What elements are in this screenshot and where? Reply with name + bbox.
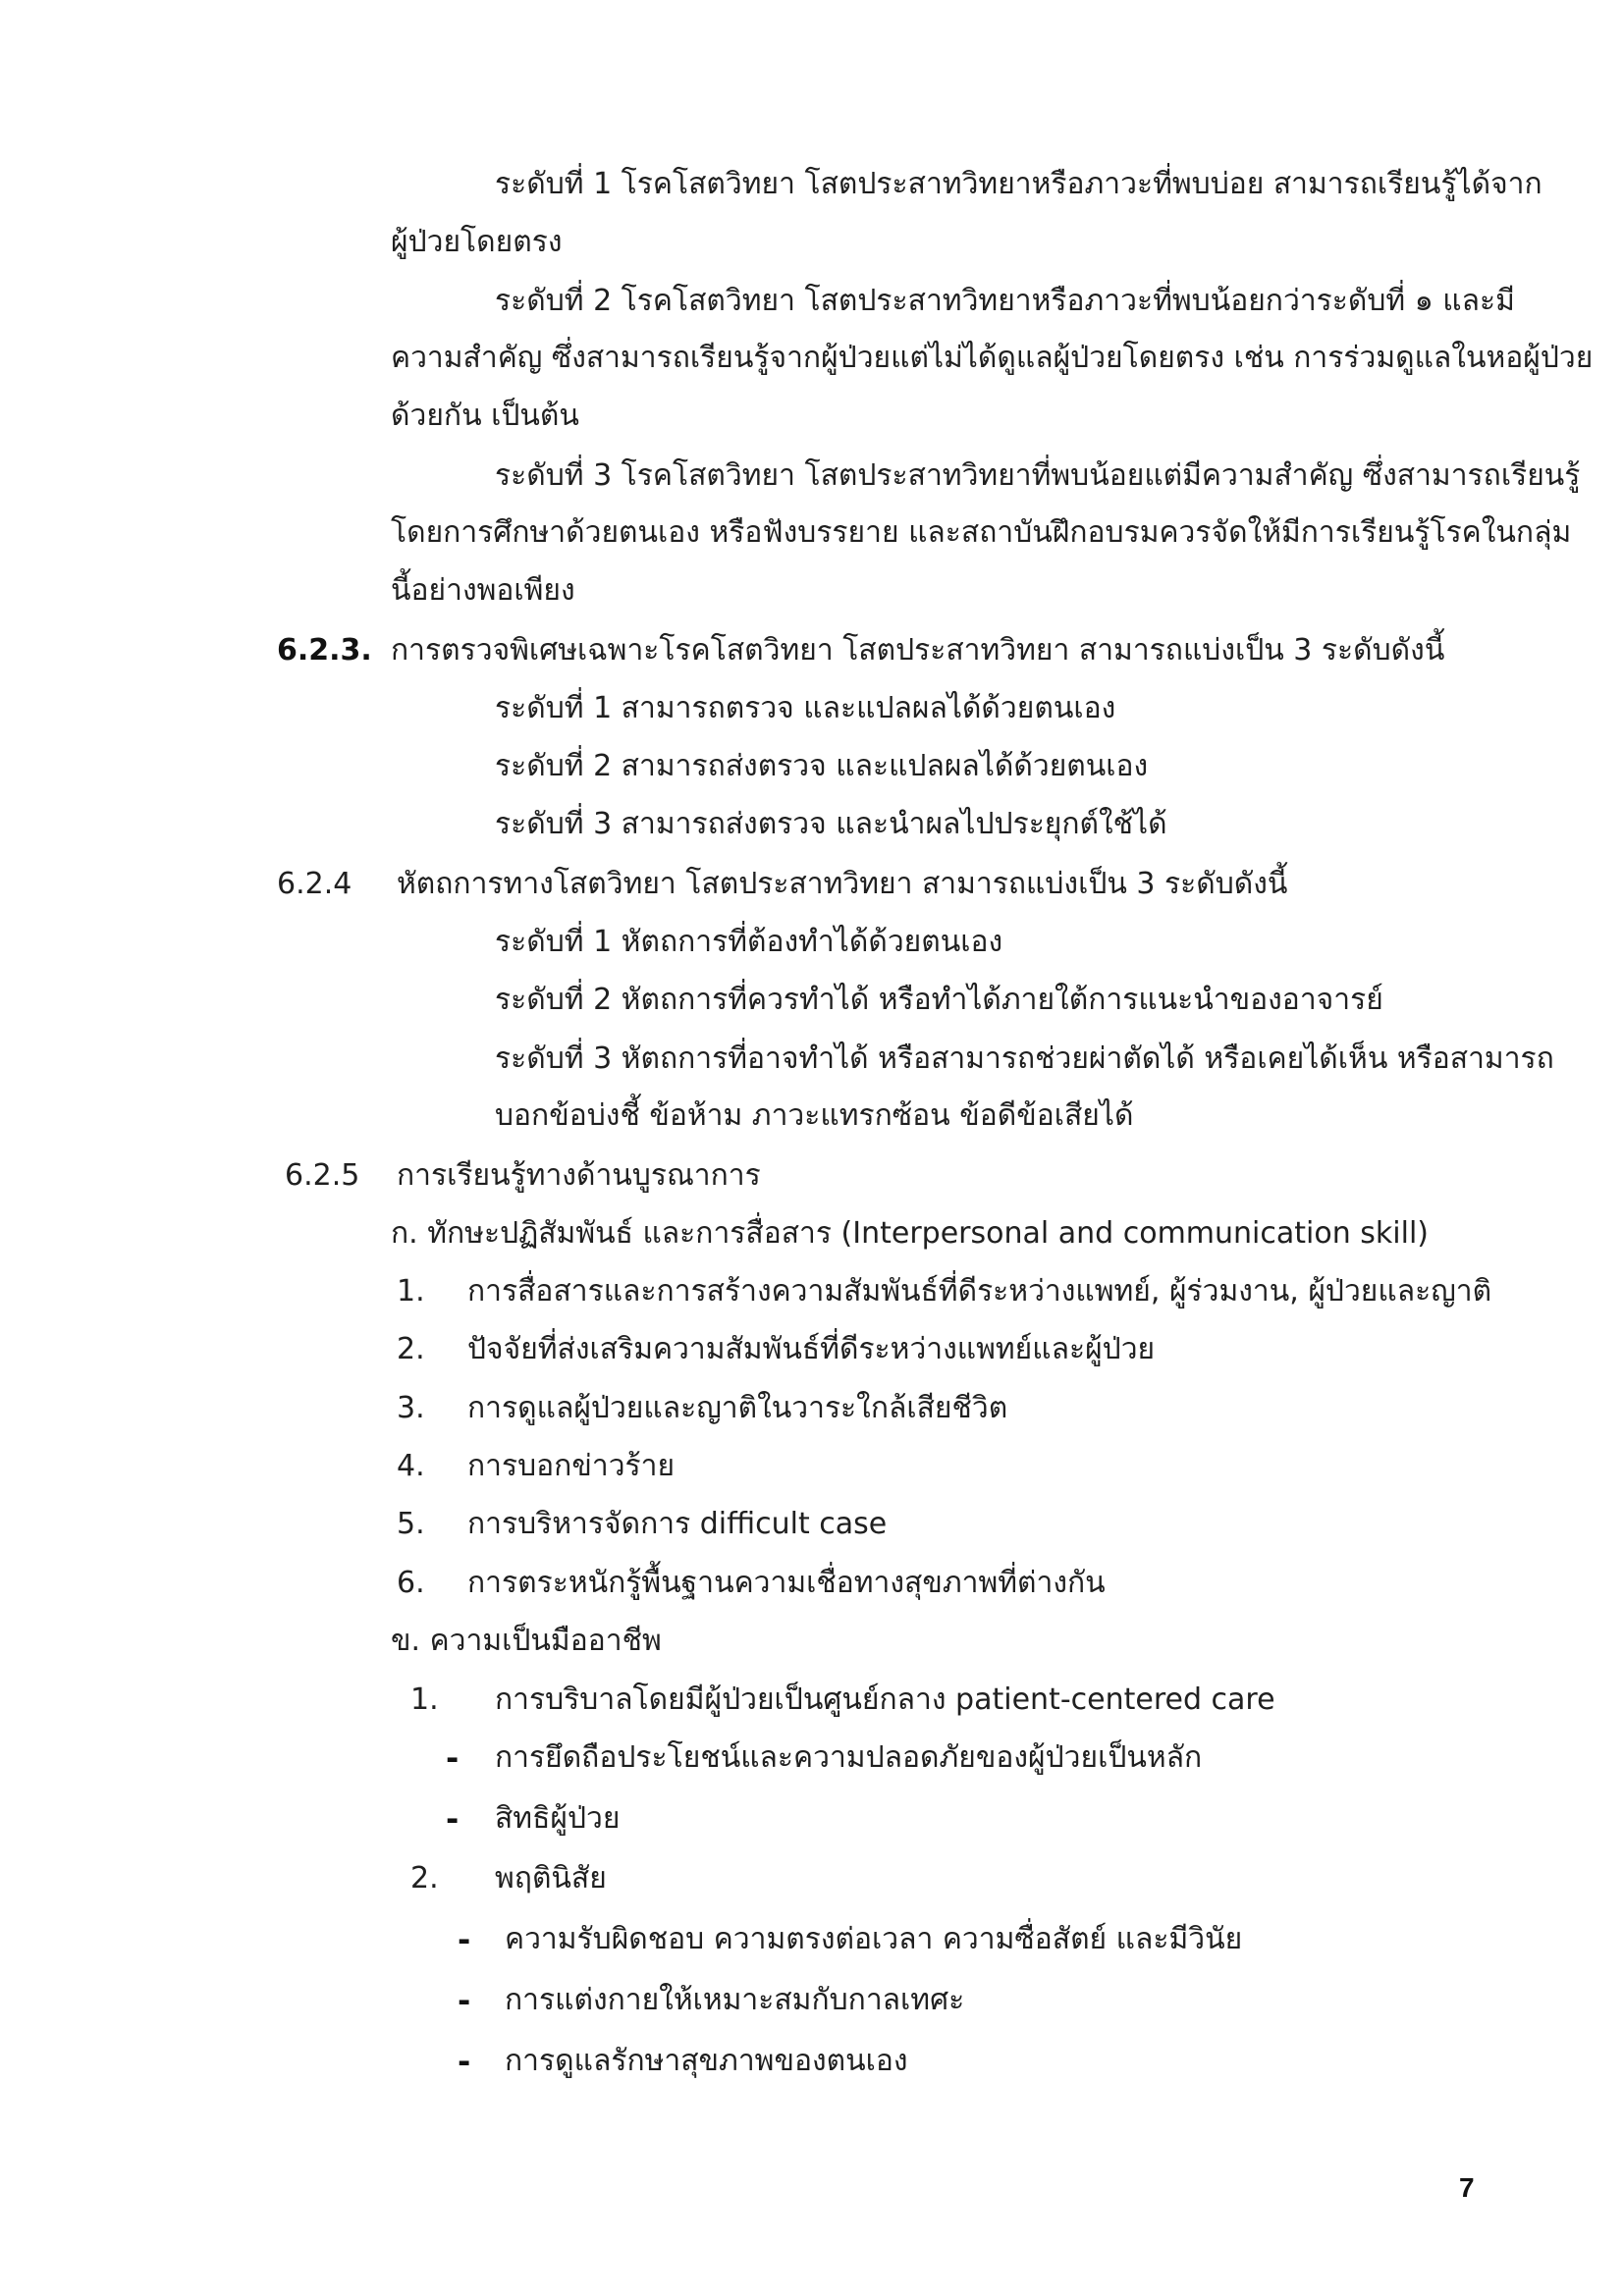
bullet-dash: - bbox=[446, 1739, 460, 1777]
level-1-line-2: ผู้ป่วยโดยตรง bbox=[391, 225, 563, 259]
list-a-6-text: การตระหนักรู้พื้นฐานความเชื่อทางสุขภาพที่ต่างกัน bbox=[467, 1566, 1106, 1600]
section-624-heading: หัตถการทางโสตวิทยา โสตประสาทวิทยา สามารถแบ่งเป็น 3 ระดับดังนี้ bbox=[397, 867, 1288, 901]
bullet-dash: - bbox=[458, 1982, 471, 2019]
list-a-2-text: ปัจจัยที่ส่งเสริมความสัมพันธ์ที่ดีระหว่างแพทย์และผู้ป่วย bbox=[467, 1332, 1156, 1366]
list-a-1-number: 1. bbox=[397, 1274, 425, 1308]
list-b-2-bullet-1: ความรับผิดชอบ ความตรงต่อเวลา ความซื่อสัตย์ และมีวินัย bbox=[505, 1922, 1243, 1956]
list-a-3-number: 3. bbox=[397, 1391, 425, 1425]
section-624-level-1: ระดับที่ 1 หัตถการที่ต้องทำได้ด้วยตนเอง bbox=[495, 925, 1003, 959]
list-a-4-number: 4. bbox=[397, 1449, 425, 1483]
section-625-heading: การเรียนรู้ทางด้านบูรณาการ bbox=[397, 1158, 761, 1193]
list-b-1-text: การบริบาลโดยมีผู้ป่วยเป็นศูนย์กลาง patient-centered care bbox=[495, 1682, 1275, 1717]
level-2-line-1: ระดับที่ 2 โรคโสตวิทยา โสตประสาทวิทยาหรือภาวะที่พบน้อยกว่าระดับที่ ๑ และมี bbox=[495, 284, 1515, 318]
bullet-dash: - bbox=[446, 1800, 460, 1838]
list-a-5-text: การบริหารจัดการ difficult case bbox=[467, 1507, 888, 1541]
subsection-b-title: ข. ความเป็นมืออาชีพ bbox=[391, 1624, 662, 1658]
level-3-line-2: โดยการศึกษาด้วยตนเอง หรือฟังบรรยาย และสถาบันฝึกอบรมควรจัดให้มีการเรียนรู้โรคในกลุ่ม bbox=[391, 515, 1572, 550]
section-623-number: 6.2.3. bbox=[277, 633, 372, 667]
section-623-heading: การตรวจพิเศษเฉพาะโรคโสตวิทยา โสตประสาทวิทยา สามารถแบ่งเป็น 3 ระดับดังนี้ bbox=[391, 633, 1445, 667]
level-2-line-2: ความสำคัญ ซึ่งสามารถเรียนรู้จากผู้ป่วยแต่ไม่ได้ดูแลผู้ป่วยโดยตรง เช่น การร่วมดูแลในหอผู้ป่วย bbox=[391, 341, 1594, 375]
list-b-2-number: 2. bbox=[410, 1861, 439, 1896]
list-b-2-text: พฤตินิสัย bbox=[495, 1861, 607, 1896]
list-a-2-number: 2. bbox=[397, 1332, 425, 1366]
list-a-4-text: การบอกข่าวร้าย bbox=[467, 1449, 676, 1483]
subsection-a-title: ก. ทักษะปฏิสัมพันธ์ และการสื่อสาร (Interpersonal and communication skill) bbox=[391, 1216, 1429, 1251]
bullet-dash: - bbox=[458, 1921, 471, 1958]
list-a-1-text: การสื่อสารและการสร้างความสัมพันธ์ที่ดีระหว่างแพทย์, ผู้ร่วมงาน, ผู้ป่วยและญาติ bbox=[467, 1274, 1492, 1308]
section-624-level-2: ระดับที่ 2 หัตถการที่ควรทำได้ หรือทำได้ภายใต้การแนะนำของอาจารย์ bbox=[495, 983, 1383, 1017]
section-624-number: 6.2.4 bbox=[277, 867, 352, 901]
section-623-level-3: ระดับที่ 3 สามารถส่งตรวจ และนำผลไปประยุกต์ใช้ได้ bbox=[495, 807, 1167, 841]
level-3-line-1: ระดับที่ 3 โรคโสตวิทยา โสตประสาทวิทยาที่พบน้อยแต่มีความสำคัญ ซึ่งสามารถเรียนรู้ bbox=[495, 458, 1581, 493]
page-number: 7 bbox=[1459, 2172, 1475, 2203]
section-625-number: 6.2.5 bbox=[285, 1158, 360, 1193]
list-a-6-number: 6. bbox=[397, 1566, 425, 1600]
level-3-line-3: นี้อย่างพอเพียง bbox=[391, 573, 575, 608]
bullet-dash: - bbox=[458, 2043, 471, 2080]
section-624-level-3-cont: บอกข้อบ่งชี้ ข้อห้าม ภาวะแทรกซ้อน ข้อดีข้อเสียได้ bbox=[495, 1098, 1134, 1133]
list-b-2-bullet-3: การดูแลรักษาสุขภาพของตนเอง bbox=[505, 2044, 908, 2078]
level-2-line-3: ด้วยกัน เป็นต้น bbox=[391, 399, 579, 433]
section-623-level-2: ระดับที่ 2 สามารถส่งตรวจ และแปลผลได้ด้วยตนเอง bbox=[495, 749, 1149, 783]
list-a-5-number: 5. bbox=[397, 1507, 425, 1541]
list-b-1-number: 1. bbox=[410, 1682, 439, 1717]
list-a-3-text: การดูแลผู้ป่วยและญาติในวาระใกล้เสียชีวิต bbox=[467, 1391, 1008, 1425]
section-624-level-3: ระดับที่ 3 หัตถการที่อาจทำได้ หรือสามารถช่วยผ่าตัดได้ หรือเคยได้เห็น หรือสามารถ bbox=[495, 1041, 1554, 1076]
list-b-1-bullet-1: การยึดถือประโยชน์และความปลอดภัยของผู้ป่วยเป็นหลัก bbox=[495, 1740, 1203, 1775]
list-b-1-bullet-2: สิทธิผู้ป่วย bbox=[495, 1801, 621, 1836]
section-623-level-1: ระดับที่ 1 สามารถตรวจ และแปลผลได้ด้วยตนเอง bbox=[495, 691, 1116, 725]
list-b-2-bullet-2: การแต่งกายให้เหมาะสมกับกาลเทศะ bbox=[505, 1983, 965, 2017]
level-1-line-1: ระดับที่ 1 โรคโสตวิทยา โสตประสาทวิทยาหรือภาวะที่พบบ่อย สามารถเรียนรู้ได้จาก bbox=[495, 167, 1542, 201]
